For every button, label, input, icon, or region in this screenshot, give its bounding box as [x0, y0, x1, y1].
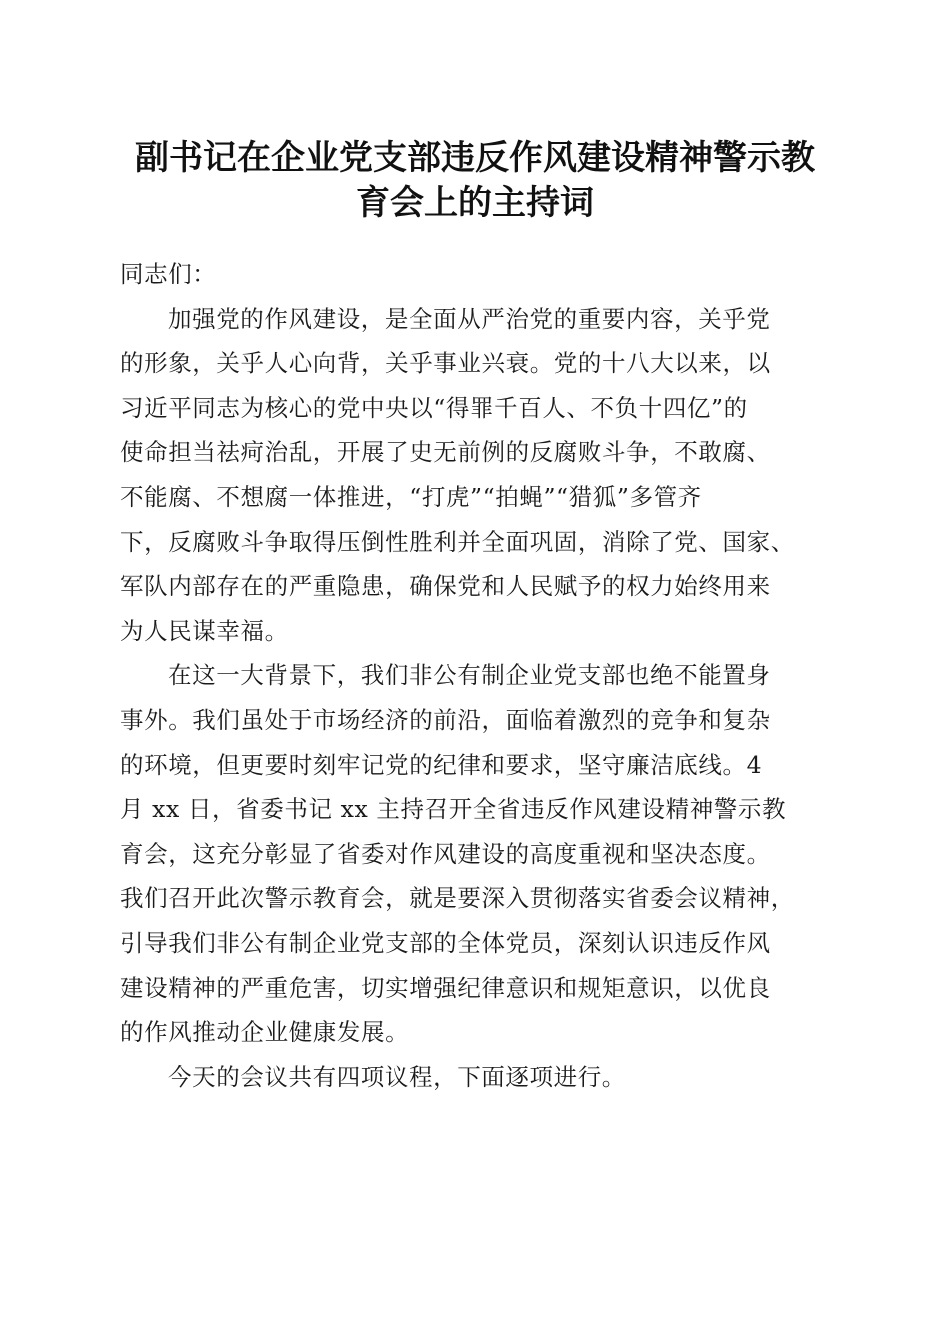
paragraph-2: [120, 653, 840, 1054]
text-line: 的作风推动企业健康发展。: [120, 1018, 410, 1047]
title-line: 副书记在企业党支部违反作风建设精神警示教: [135, 138, 815, 178]
text-line: 月 xx 日，省委书记 xx 主持召开全省违反作风建设精神警示教: [120, 795, 787, 824]
text-line: 今天的会议共有四项议程，下面逐项进行。: [168, 1062, 626, 1091]
text-line: 事外。我们虽处于市场经济的前沿，面临着激烈的竞争和复杂: [120, 705, 771, 734]
paragraph-1: [120, 297, 840, 654]
text-line: 我们召开此次警示教育会，就是要深入贯彻落实省委会议精神，: [120, 884, 795, 913]
text-line: 为人民谋幸福。: [120, 616, 289, 645]
text-line: 习近平同志为核心的党中央以“得罪千百人、不负十四亿”的: [120, 393, 748, 422]
text-line: 不能腐、不想腐一体推进，“打虎”“拍蝇”“猎狐”多管齐: [120, 482, 702, 511]
text-line: 建设精神的严重危害，切实增强纪律意识和规矩意识，以优良: [120, 973, 771, 1002]
text-line: 军队内部存在的严重隐患，确保党和人民赋予的权力始终用来: [120, 572, 771, 601]
text-line: 引导我们非公有制企业党支部的全体党员，深刻认识违反作风: [120, 928, 771, 957]
text-line: 的环境，但更要时刻牢记党的纪律和要求，坚守廉洁底线。4: [120, 750, 763, 779]
text-line: 使命担当祛疴治乱，开展了史无前例的反腐败斗争，不敢腐、: [120, 438, 771, 467]
salutation: 同志们：: [120, 260, 217, 288]
document-title: [110, 136, 840, 226]
title-line: 育会上的主持词: [356, 183, 594, 223]
document-body: [120, 252, 840, 1099]
paragraph-3: [120, 1055, 840, 1100]
text-line: 在这一大背景下，我们非公有制企业党支部也绝不能置身: [168, 661, 771, 690]
text-line: 加强党的作风建设，是全面从严治党的重要内容，关乎党: [168, 304, 771, 333]
text-line: 育会，这充分彰显了省委对作风建设的高度重视和坚决态度。: [120, 839, 771, 868]
text-line: 的形象，关乎人心向背，关乎事业兴衰。党的十八大以来，以: [120, 349, 771, 378]
text-line: 下，反腐败斗争取得压倒性胜利并全面巩固，消除了党、国家、: [120, 527, 795, 556]
